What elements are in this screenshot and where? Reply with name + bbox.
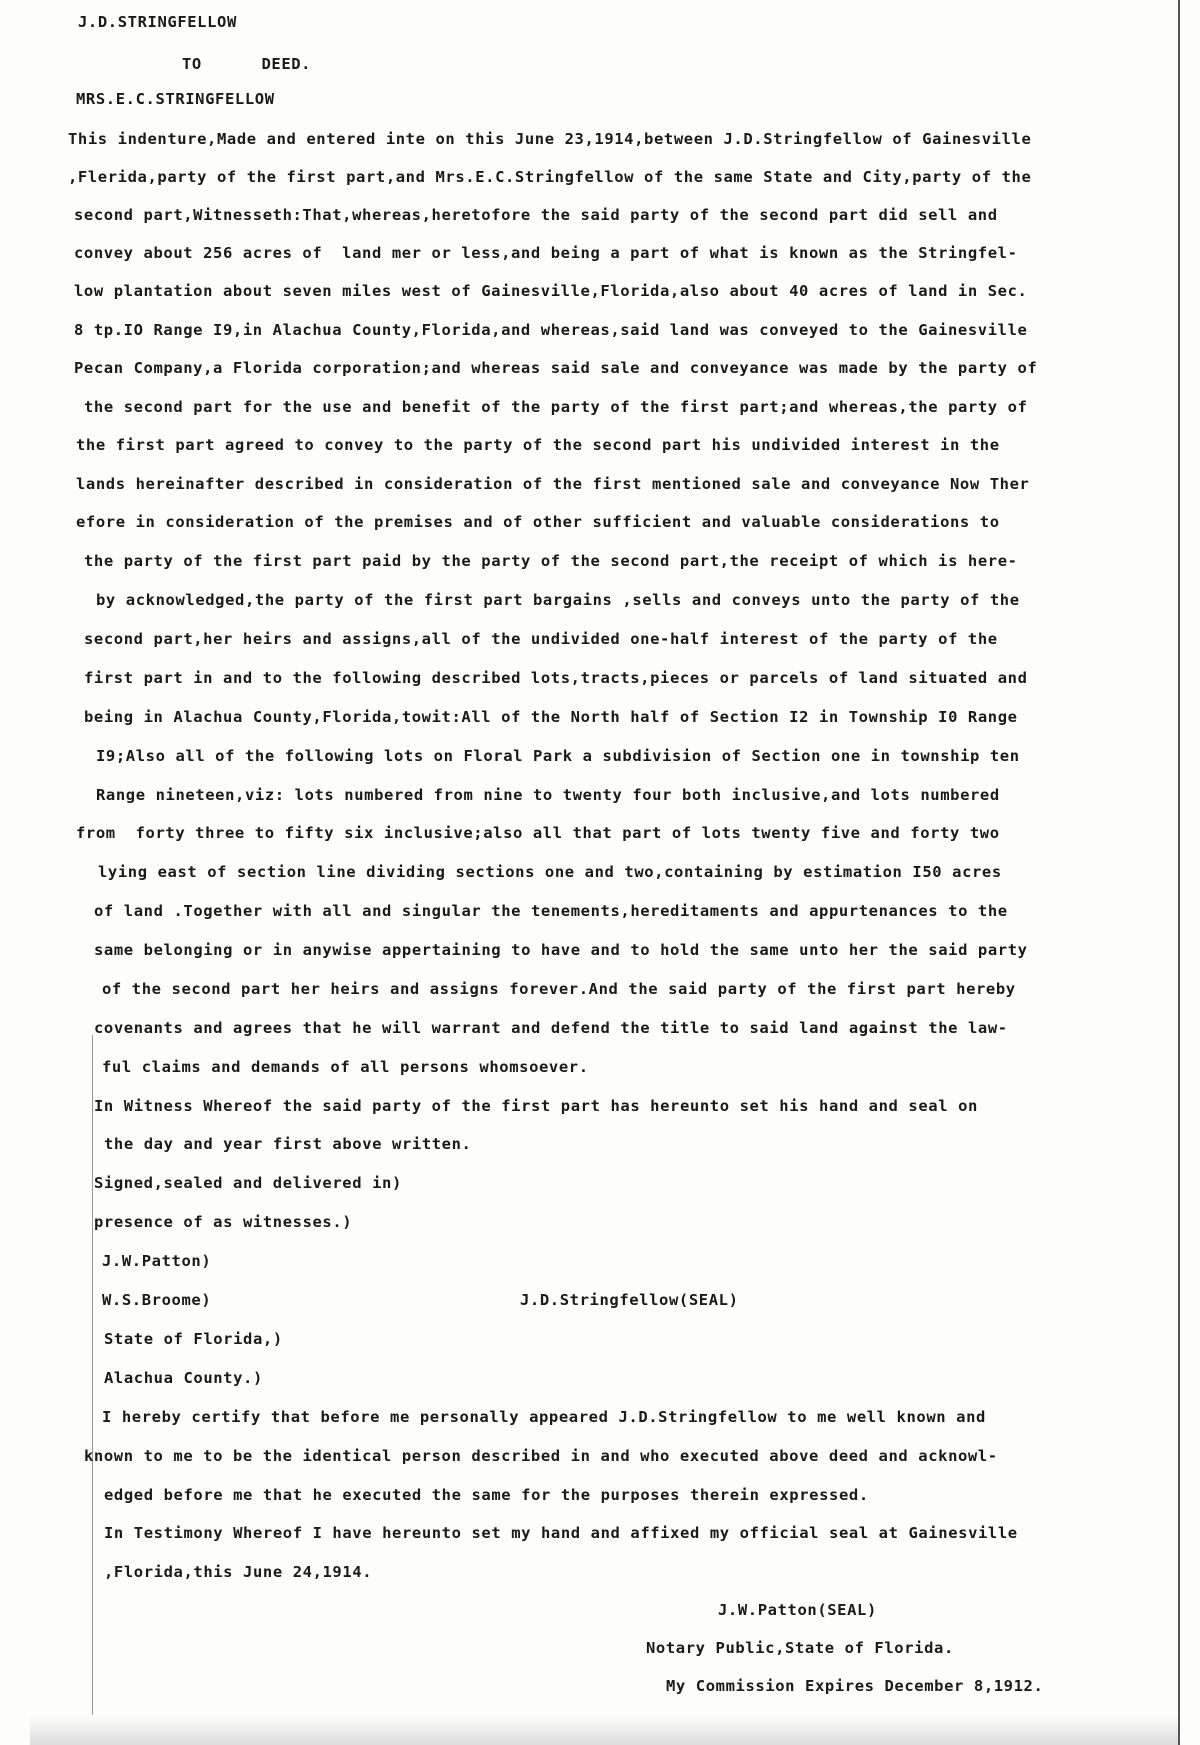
grantee-heading: MRS.E.C.STRINGFELLOW xyxy=(76,90,275,108)
body-line: efore in consideration of the premises and of other sufficient and valuable considerations to xyxy=(76,513,1000,531)
margin-line xyxy=(92,1035,93,1735)
witness-broome: W.S.Broome) xyxy=(102,1291,212,1309)
body-line: being in Alachua County,Florida,towit:All of the North half of Section I2 in Township I0 Range xyxy=(84,708,1018,726)
body-line: same belonging or in anywise appertaining to have and to hold the same unto her the said party xyxy=(94,941,1028,959)
witness-patton: J.W.Patton) xyxy=(102,1252,212,1270)
acknowledgment-line: edged before me that he executed the same for the purposes therein expressed. xyxy=(104,1486,869,1504)
notary-commission: My Commission Expires December 8,1912. xyxy=(666,1677,1044,1695)
testimony-line: In Testimony Whereof I have hereunto set my hand and affixed my official seal at Gainesville xyxy=(104,1524,1018,1542)
witness-clause-end: the day and year first above written. xyxy=(104,1135,472,1153)
grantor-heading: J.D.STRINGFELLOW xyxy=(78,13,237,31)
body-line: second part,Witnesseth:That,whereas,heretofore the said party of the second part did sell and xyxy=(74,206,998,224)
state-line: State of Florida,) xyxy=(104,1330,283,1348)
body-line: the party of the first part paid by the party of the second part,the receipt of which is here- xyxy=(84,552,1018,570)
body-line: This indenture,Made and entered inte on this June 23,1914,between J.D.Stringfellow of Gainesville xyxy=(68,130,1032,148)
body-line: Pecan Company,a Florida corporation;and whereas said sale and conveyance was made by the party of xyxy=(74,359,1038,377)
acknowledgment-line: I hereby certify that before me personally appeared J.D.Stringfellow to me well known and xyxy=(102,1408,986,1426)
body-line: low plantation about seven miles west of Gainesville,Florida,also about 40 acres of land in Sec. xyxy=(74,282,1028,300)
body-line: of the second part her heirs and assigns forever.And the said party of the first part hereby xyxy=(102,980,1016,998)
body-line: lying east of section line dividing sections one and two,containing by estimation I50 acres xyxy=(98,863,1002,881)
signed-sealed-line: Signed,sealed and delivered in) xyxy=(94,1174,402,1192)
testimony-line-end: ,Florida,this June 24,1914. xyxy=(104,1563,373,1581)
body-line: by acknowledged,the party of the first part bargains ,sells and conveys unto the party of the xyxy=(96,591,1020,609)
body-line: covenants and agrees that he will warrant and defend the title to said land against the law- xyxy=(94,1019,1008,1037)
body-line: lands hereinafter described in consideration of the first mentioned sale and conveyance Now Ther xyxy=(76,475,1030,493)
body-line: I9;Also all of the following lots on Floral Park a subdivision of Section one in township ten xyxy=(96,747,1020,765)
body-line: second part,her heirs and assigns,all of the undivided one-half interest of the party of the xyxy=(84,630,998,648)
acknowledgment-line: known to me to be the identical person described in and who executed above deed and acknowl- xyxy=(84,1447,998,1465)
body-line: ,Flerida,party of the first part,and Mrs.E.C.Stringfellow of the same State and City,party of the xyxy=(68,168,1032,186)
grantor-signature: J.D.Stringfellow(SEAL) xyxy=(520,1291,739,1309)
presence-line: presence of as witnesses.) xyxy=(94,1213,353,1231)
body-line: ful claims and demands of all persons whomsoever. xyxy=(102,1058,589,1076)
body-line: first part in and to the following described lots,tracts,pieces or parcels of land situated and xyxy=(84,669,1028,687)
body-line: Range nineteen,viz: lots numbered from nine to twenty four both inclusive,and lots numbered xyxy=(96,786,1000,804)
body-line: of land .Together with all and singular the tenements,hereditaments and appurtenances to the xyxy=(94,902,1008,920)
notary-signature: J.W.Patton(SEAL) xyxy=(718,1601,877,1619)
page-edge-right xyxy=(1178,0,1180,1745)
body-line: the first part agreed to convey to the party of the second part his undivided interest in the xyxy=(76,436,1000,454)
notary-title: Notary Public,State of Florida. xyxy=(646,1639,954,1657)
body-line: 8 tp.IO Range I9,in Alachua County,Florida,and whereas,said land was conveyed to the Gainesville xyxy=(74,321,1028,339)
body-line: convey about 256 acres of land mer or less,and being a part of what is known as the Stringfel- xyxy=(74,244,1018,262)
body-line: the second part for the use and benefit of the party of the first part;and whereas,the party of xyxy=(84,398,1028,416)
county-line: Alachua County.) xyxy=(104,1369,263,1387)
page-edge-bottom xyxy=(30,1715,1178,1745)
to-deed-heading: TO DEED. xyxy=(182,55,312,73)
body-line: from forty three to fifty six inclusive;also all that part of lots twenty five and forty two xyxy=(76,824,1000,842)
witness-clause: In Witness Whereof the said party of the first part has hereunto set his hand and seal on xyxy=(94,1097,978,1115)
